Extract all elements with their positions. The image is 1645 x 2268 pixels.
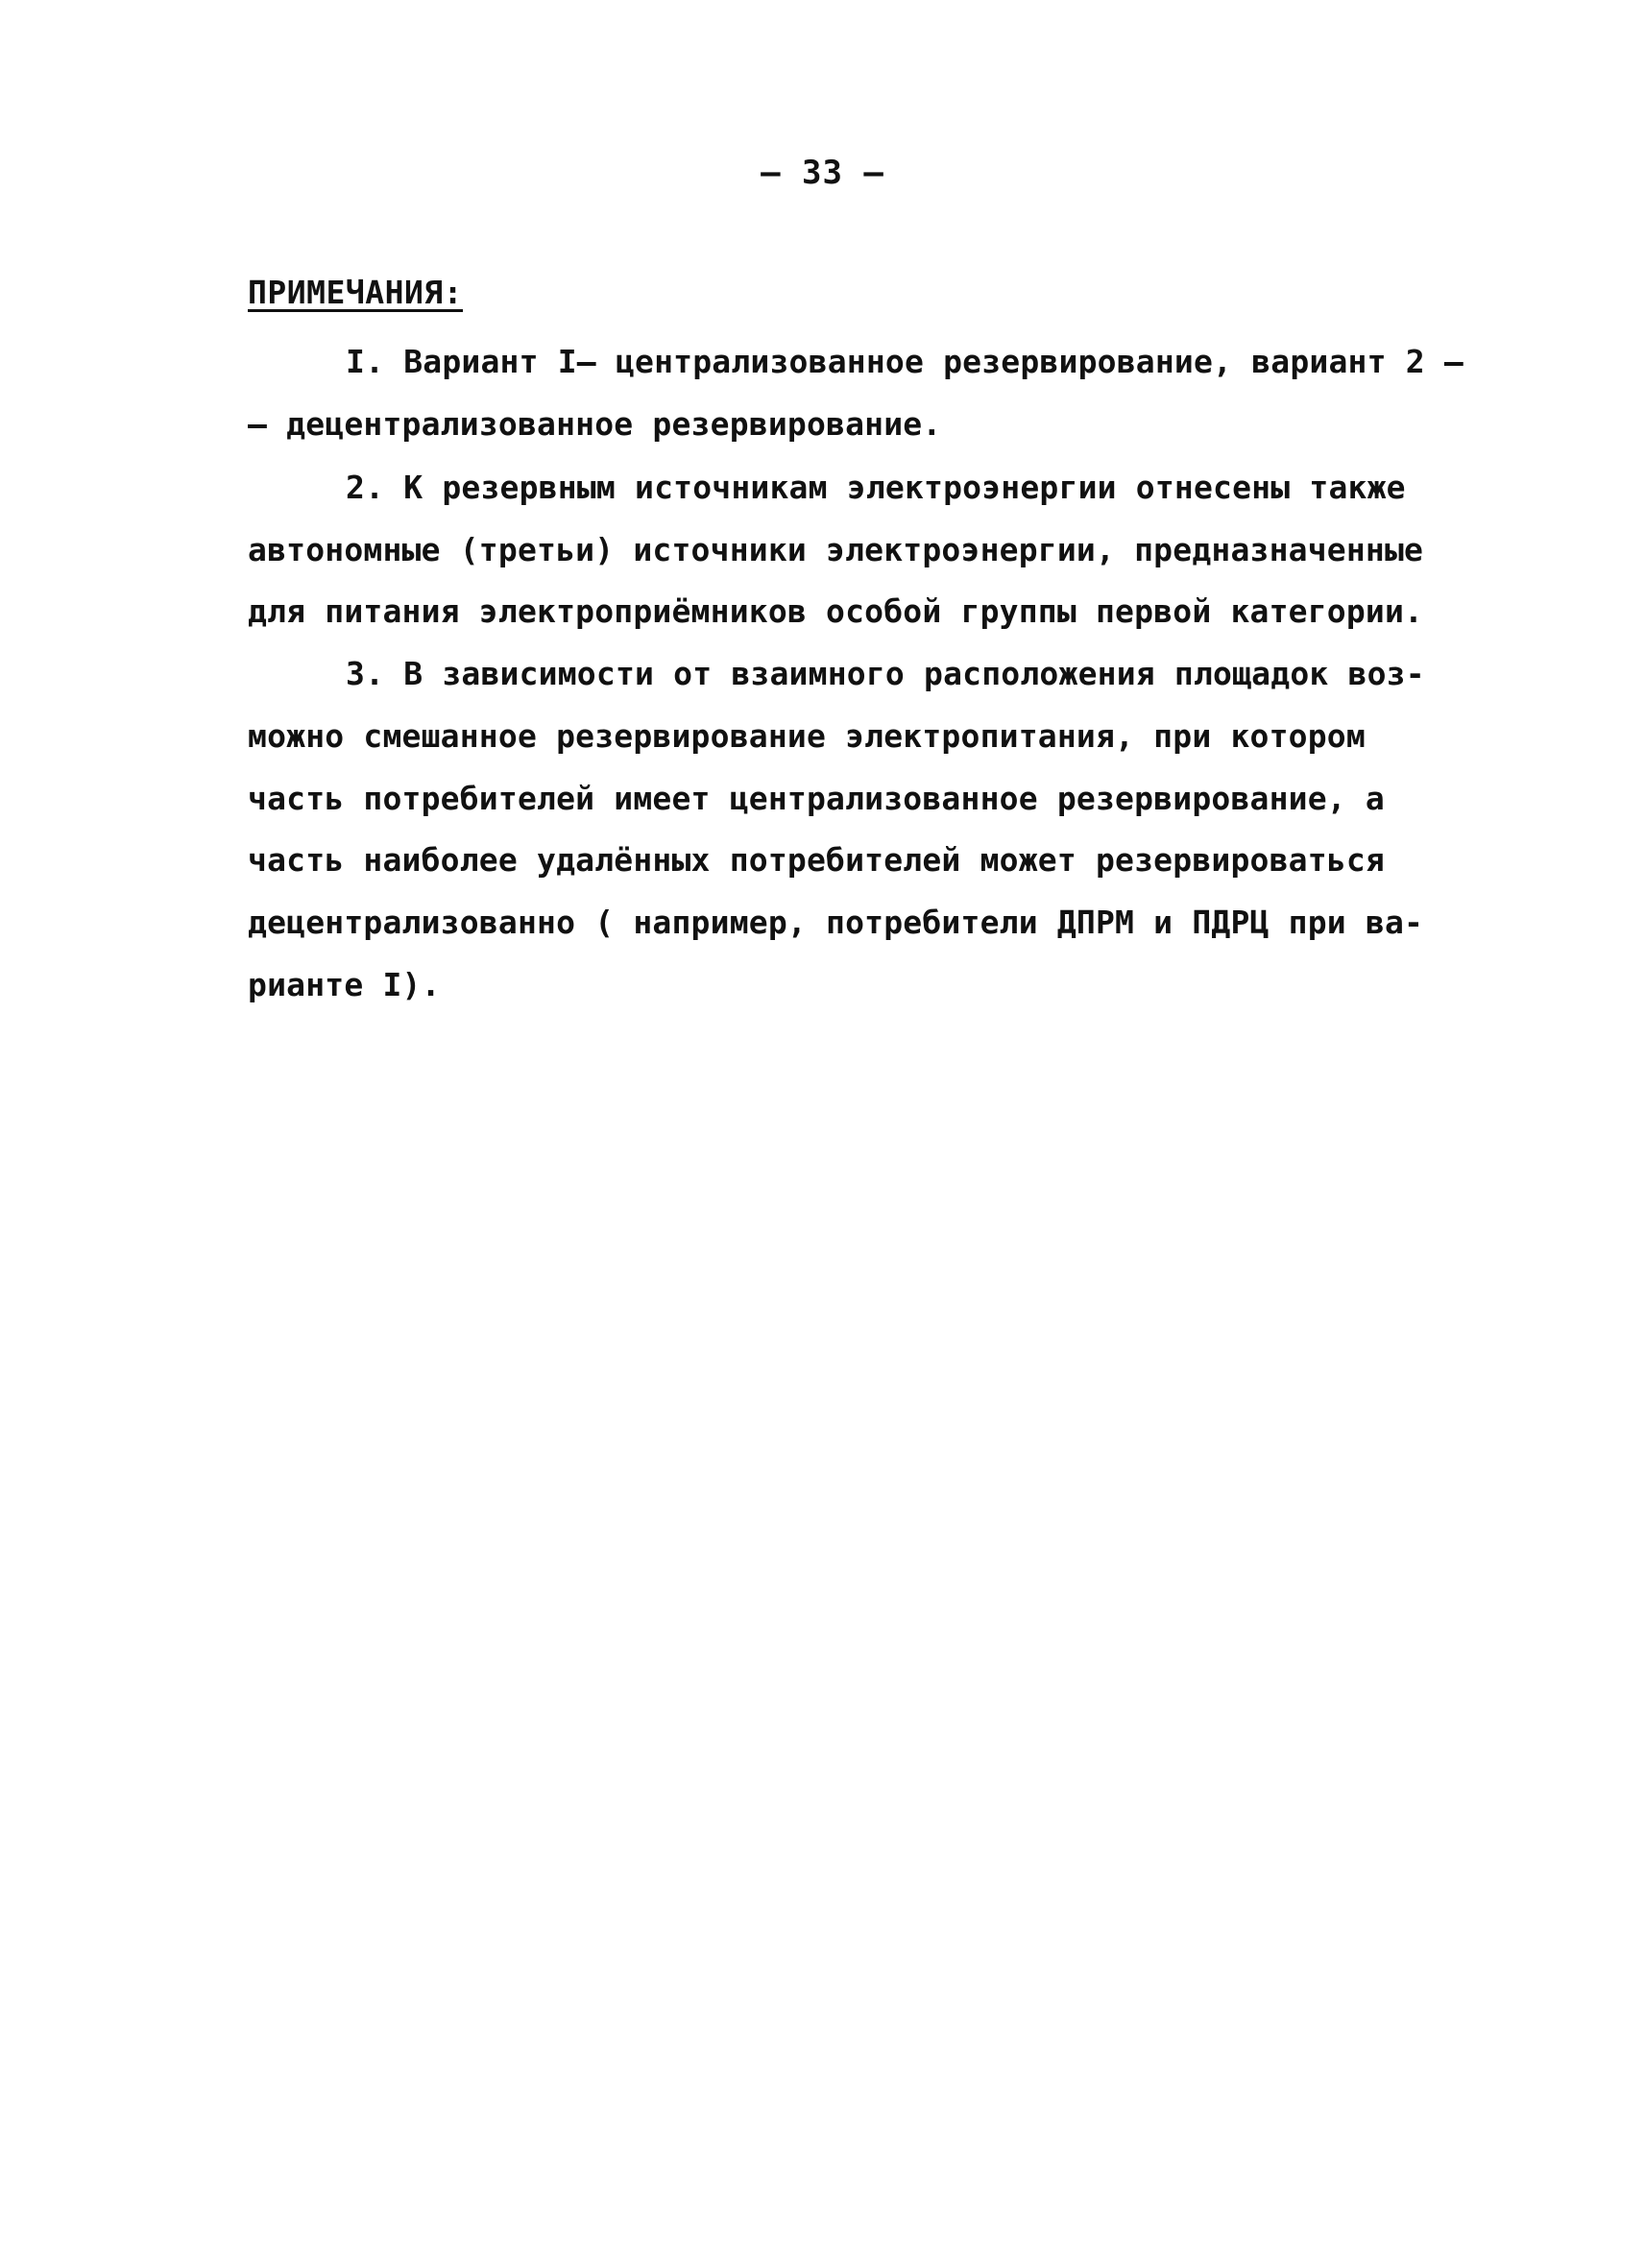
note-3-line-2: можно смешанное резервирование электропитания, при котором bbox=[248, 717, 1366, 755]
note-2-line-2: автономные (третьи) источники электроэнергии, предназначенные bbox=[248, 531, 1424, 568]
note-3-line-3: часть потребителей имеет централизованное резервирование, а bbox=[248, 780, 1385, 817]
note-1-line-2: – децентрализованное резервирование. bbox=[248, 405, 942, 443]
note-3-line-1: 3. В зависимости от взаимного расположения площадок воз- bbox=[346, 655, 1425, 692]
note-1-line-1: I. Вариант I– централизованное резервирование, вариант 2 – bbox=[346, 343, 1464, 380]
page-number: – 33 – bbox=[761, 154, 884, 192]
note-3-line-5: децентрализованно ( например, потребители ДПРМ и ПДРЦ при ва- bbox=[248, 904, 1424, 941]
note-2-line-3: для питания электроприёмников особой группы первой категории. bbox=[248, 592, 1424, 630]
note-2-line-1: 2. К резервным источникам электроэнергии отнесены также bbox=[346, 469, 1406, 506]
notes-heading: ПРИМЕЧАНИЯ: bbox=[248, 274, 464, 311]
note-3-line-4: часть наиболее удалённых потребителей может резервироваться bbox=[248, 841, 1385, 879]
note-3-line-6: рианте I). bbox=[248, 966, 441, 1003]
